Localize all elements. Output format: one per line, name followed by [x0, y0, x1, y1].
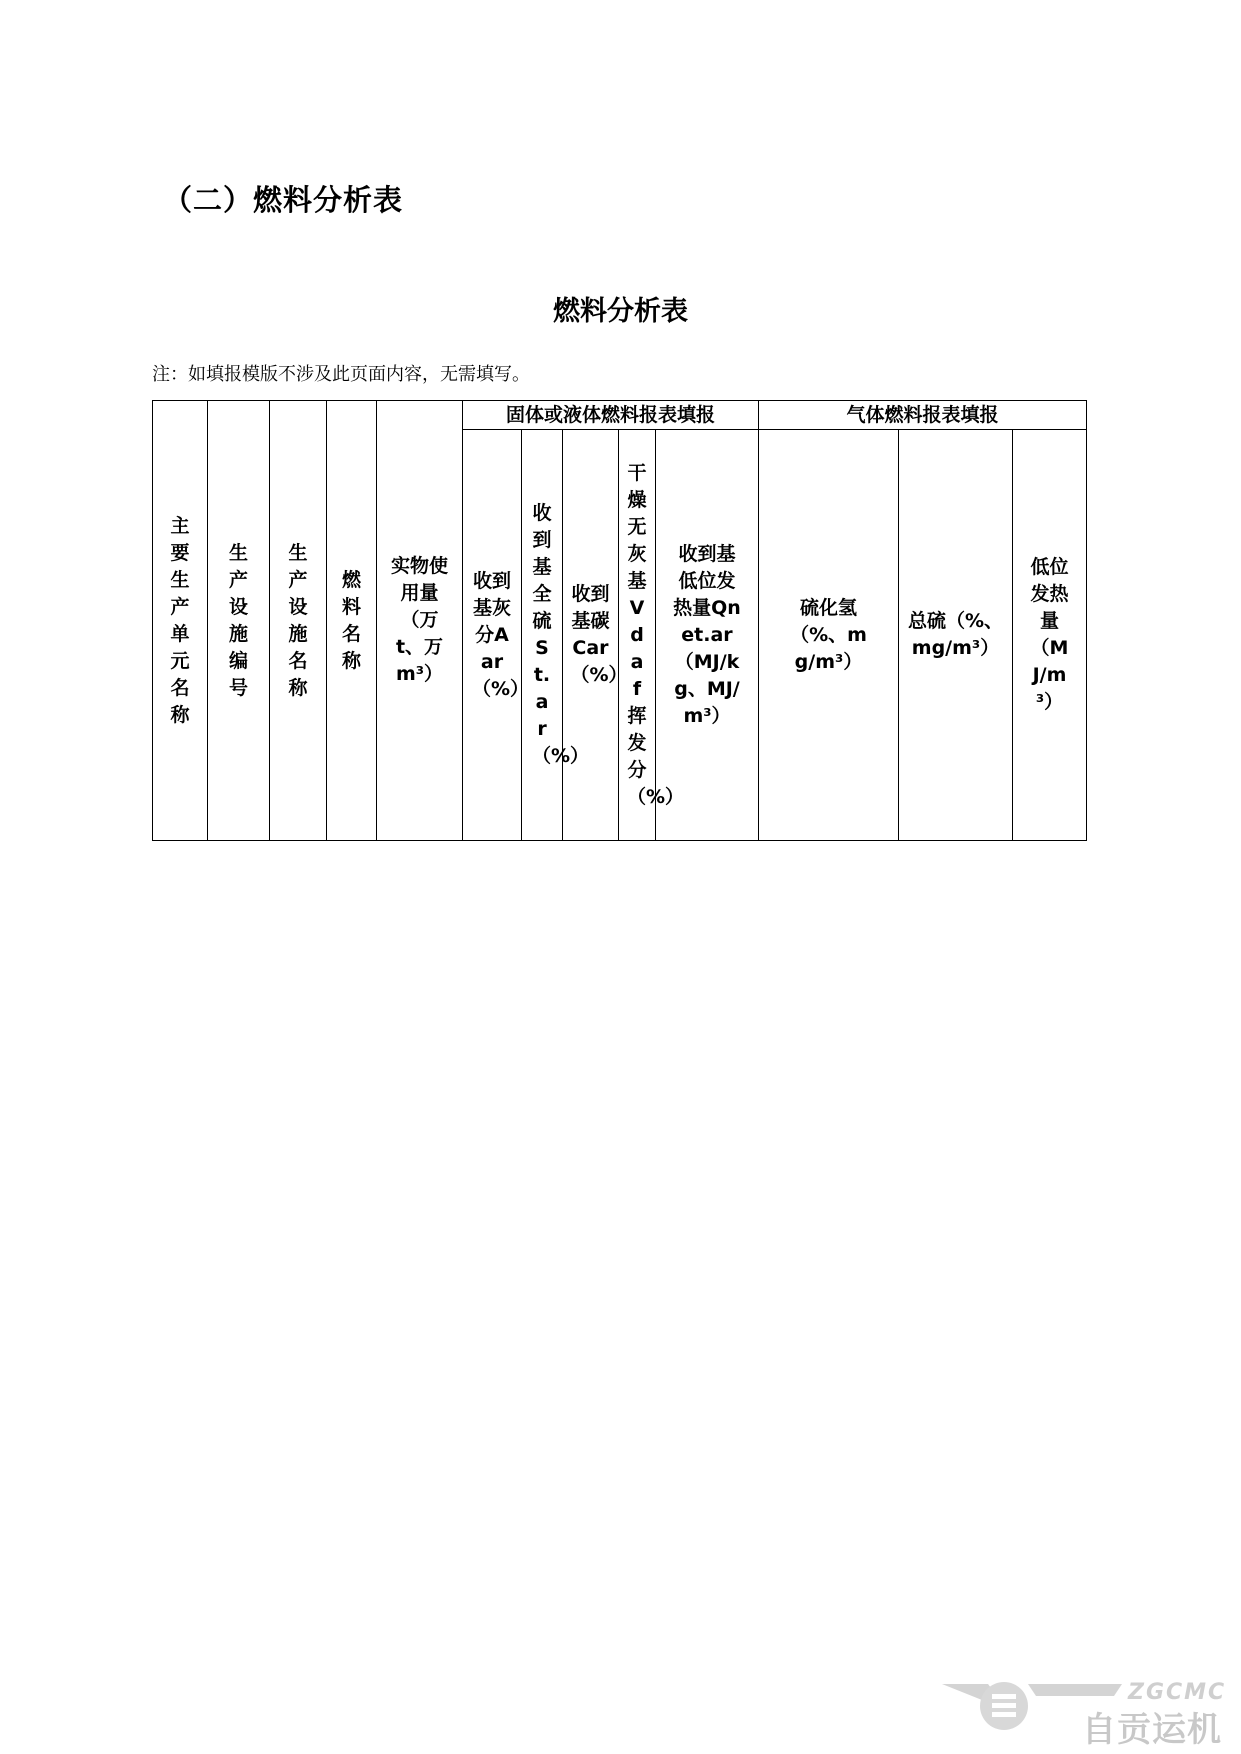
header-carbon: 收到基碳Car（%） [563, 430, 619, 841]
section-heading: （二）燃料分析表 [163, 183, 404, 217]
header-unit: 主要生产单元名称 [153, 401, 208, 841]
header-volatile: 干燥无灰基Vdaf挥发分（%） [619, 430, 656, 841]
header-group-solid-liquid: 固体或液体燃料报表填报 [463, 401, 759, 430]
header-heat: 收到基低位发热量Qnet.ar（MJ/kg、MJ/m³） [656, 430, 759, 841]
logo-latin-text: ZGCMC [1128, 1680, 1227, 1705]
header-usage: 实物使用量（万t、万m³） [377, 401, 463, 841]
logo-chinese-text: 自贡运机 [1082, 1710, 1222, 1750]
fuel-analysis-table [152, 400, 1087, 841]
header-total-sulfur: 总硫（%、mg/m³） [899, 430, 1013, 841]
header-facility-code: 生产设施编号 [208, 401, 270, 841]
table-title: 燃料分析表 [553, 296, 688, 327]
header-facility-name: 生产设施名称 [270, 401, 327, 841]
header-fuel-name: 燃料名称 [327, 401, 377, 841]
header-h2s: 硫化氢（%、mg/m³） [759, 430, 899, 841]
header-group-gas: 气体燃料报表填报 [759, 401, 1087, 430]
header-sulfur: 收到基全硫St.ar（%） [522, 430, 563, 841]
header-ash: 收到基灰分Aar（%） [463, 430, 522, 841]
header-low-heat: 低位发热量（MJ/m³） [1013, 430, 1087, 841]
note-text: 注：如填报模版不涉及此页面内容，无需填写。 [152, 364, 530, 385]
